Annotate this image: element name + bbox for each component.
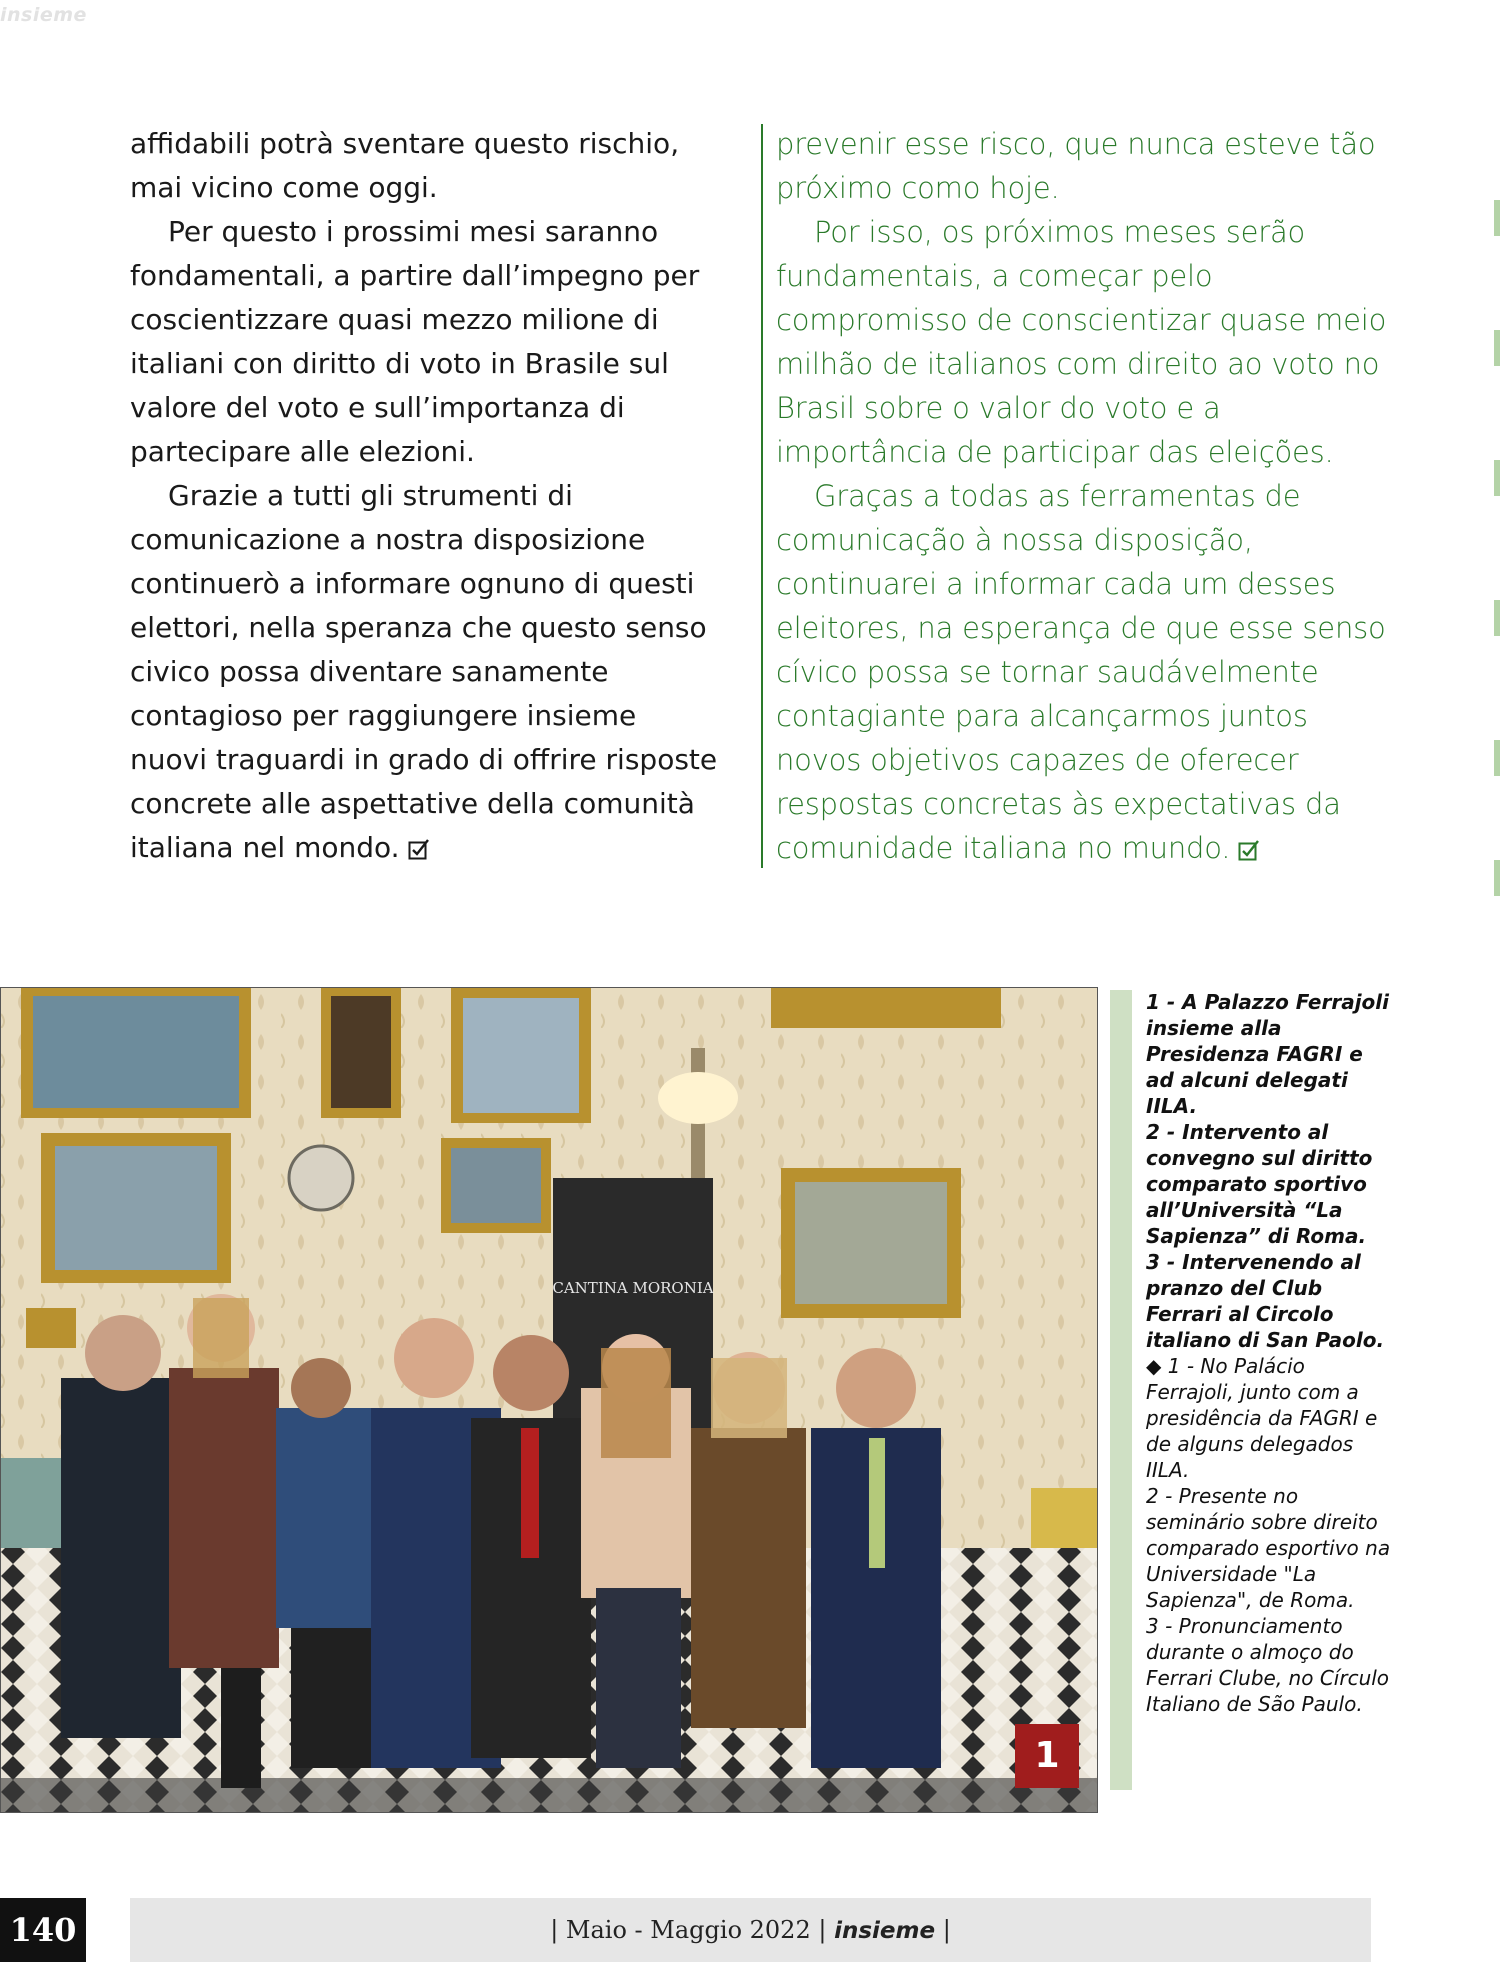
- caption-portuguese-item: 3 - Pronunciamento durante o almoço do Ferrari Clube, no Círculo Italiano de São Paulo.: [1146, 1614, 1390, 1716]
- portuguese-paragraph: prevenir esse risco, que nunca esteve tão próximo como hoje.: [776, 127, 1376, 205]
- caption-portuguese-item: 2 - Presente no seminário sobre direito comparado esportivo na Universidade "La Sapienza", de Roma.: [1146, 1484, 1391, 1612]
- group-photo-illustration: [1, 988, 1098, 1813]
- footer-separator: |: [942, 1916, 951, 1944]
- footer-bar: [130, 1898, 1371, 1962]
- italian-paragraph: Per questo i prossimi mesi saranno fondamentali, a partire dall’impegno per coscientizzare quasi mezzo milione di italiani con diritto di voto in Brasile sul valore del voto e sull’importanza di partecipare alle elezioni.: [130, 215, 700, 468]
- portuguese-paragraph: Por isso, os próximos meses serão fundamentais, a começar pelo compromisso de conscientizar quase meio milhão de italianos com direito ao voto no Brasil sobre o valor do voto e a importância de participar das eleições.: [776, 215, 1387, 469]
- photo-caption: [1146, 989, 1392, 1717]
- footer-issue-date: | Maio - Maggio 2022 |: [550, 1916, 827, 1944]
- portuguese-paragraph: Graças a todas as ferramentas de comunicação à nossa disposição, continuarei a informar cada um desses eleitores, na esperança de que esse senso cívico possa se tornar saudávelmente contagiante para alcançarmos juntos novos objetivos capazes de oferecer respostas concretas às expectativas da comunidade italiana no mundo.: [776, 479, 1386, 865]
- italian-column: [130, 122, 720, 870]
- caption-italian-item: 1 - A Palazzo Ferrajoli insieme alla Presidenza FAGRI e ad alcuni delegati IILA.: [1146, 990, 1389, 1118]
- caption-accent-bar: [1110, 990, 1132, 1790]
- checkbox-end-mark-icon: [1238, 839, 1260, 861]
- page-edge-tabs: [1492, 200, 1500, 900]
- italian-paragraph: affidabili potrà sventare questo rischio, mai vicino come oggi.: [130, 127, 680, 204]
- caption-portuguese-item: ◆ 1 - No Palácio Ferrajoli, junto com a presidência da FAGRI e de alguns delegados IILA.: [1146, 1354, 1378, 1482]
- column-divider: [761, 124, 763, 868]
- caption-italian-item: 2 - Intervento al convegno sul diritto comparato sportivo all’Università “La Sapienza” di Roma.: [1146, 1120, 1373, 1248]
- checkbox-end-mark-icon: [408, 838, 430, 860]
- italian-paragraph: Grazie a tutti gli strumenti di comunicazione a nostra disposizione continuerò a informare ognuno di questi elettori, nella speranza che questo senso civico possa diventare sanamente contagioso per raggiungere insieme nuovi traguardi in grado di offrire risposte concrete alle aspettative della comunità italiana nel mondo.: [130, 479, 718, 864]
- page-number: 140: [0, 1898, 86, 1962]
- caption-italian-item: 3 - Intervenendo al pranzo del Club Ferrari al Circolo italiano di San Paolo.: [1146, 1250, 1385, 1352]
- banner-text: CANTINA MORONIA: [552, 1279, 714, 1297]
- masthead-logo: insieme: [0, 4, 87, 26]
- footer-brand: insieme: [834, 1918, 936, 1944]
- event-photo: [0, 987, 1098, 1813]
- portuguese-column: [776, 122, 1396, 870]
- photo-number-badge: 1: [1015, 1724, 1079, 1788]
